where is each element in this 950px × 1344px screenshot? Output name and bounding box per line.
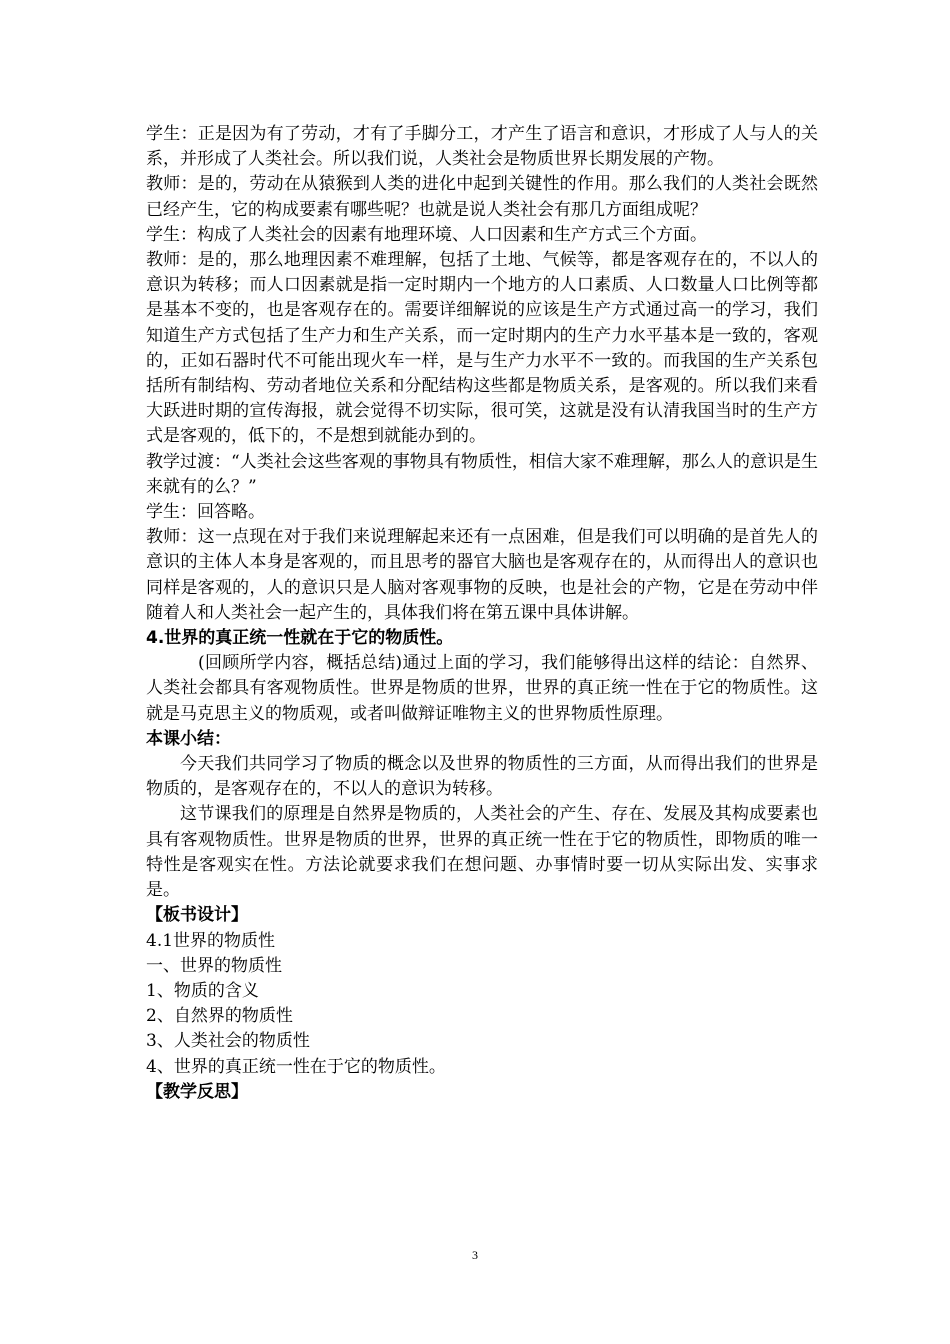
board-line: 1、物质的含义 — [146, 980, 259, 1001]
dialogue-paragraph: 教师：是的，那么地理因素不难理解，包括了土地、气候等，都是客观存在的，不以人的意识为转移；而人口因素就是指一定时期内一个地方的人口素质、人口数量人口比例等都是基本不变的，也是客观存在的。需要详细解说的应该是生产方式通过高一的学习，我们知道生产方式包括了生产力和生产关系，而一定时期内的生产力水平基本是一致的，客观的，正如石器时代不可能出现火车一样，是与生产力水平不一致的。而我国的生产关系包括所有制结构、劳动者地位关系和分配结构这些都是物质关系，是客观的。所以我们来看大跃进时期的宣传海报，就会觉得不切实际，很可笑，这就是没有认清我国当时的生产方式是客观的，低下的，不是想到就能办到的。 — [146, 250, 818, 447]
summary-heading: 本课小结： — [146, 728, 231, 749]
board-line: 一、世界的物质性 — [146, 955, 282, 976]
reflection-heading: 【教学反思】 — [146, 1081, 248, 1102]
dialogue-paragraph: 学生：回答略。 — [146, 502, 265, 523]
dialogue-paragraph: 教师：这一点现在对于我们来说理解起来还有一点困难，但是我们可以明确的是首先人的意识的主体人本身是客观的，而且思考的器官大脑也是客观存在的，从而得出人的意识也同样是客观的，人的意识只是人脑对客观事物的反映，也是社会的产物，它是在劳动中伴随着人和人类社会一起产生的，具体我们将在第五课中具体讲解。 — [146, 527, 818, 623]
board-design-heading: 【板书设计】 — [146, 905, 248, 926]
section-body: (回顾所学内容，概括总结)通过上面的学习，我们能够得出这样的结论：自然界、人类社会都具有客观物质性。世界是物质的世界，世界的真正统一性在于它的物质性。这就是马克思主义的物质观，或者叫做辩证唯物主义的世界物质性原理。 — [146, 653, 818, 724]
page-content — [146, 122, 818, 1105]
dialogue-paragraph: 学生：正是因为有了劳动，才有了手脚分工，才产生了语言和意识，才形成了人与人的关系，并形成了人类社会。所以我们说，人类社会是物质世界长期发展的产物。 — [146, 124, 818, 170]
section-heading: 4.世界的真正统一性就在于它的物质性。 — [146, 628, 454, 649]
summary-paragraph: 今天我们共同学习了物质的概念以及世界的物质性的三方面，从而得出我们的世界是物质的，是客观存在的，不以人的意识为转移。 — [146, 754, 818, 800]
dialogue-paragraph: 教师：是的，劳动在从猿猴到人类的进化中起到关键性的作用。那么我们的人类社会既然已经产生，它的构成要素有哪些呢？也就是说人类社会有那几方面组成呢？ — [146, 174, 818, 220]
dialogue-paragraph: 学生：构成了人类社会的因素有地理环境、人口因素和生产方式三个方面。 — [146, 224, 707, 245]
summary-paragraph: 这节课我们的原理是自然界是物质的，人类社会的产生、存在、发展及其构成要素也具有客观物质性。世界是物质的世界，世界的真正统一性在于它的物质性，即物质的唯一特性是客观实在性。方法论就要求我们在想问题、办事情时要一切从实际出发、实事求是。 — [146, 804, 818, 901]
page-number: 3 — [472, 1248, 478, 1262]
board-line: 4、世界的真正统一性在于它的物质性。 — [146, 1056, 446, 1077]
dialogue-paragraph: 教学过渡：“人类社会这些客观的事物具有物质性，相信大家不难理解，那么人的意识是生来就有的么？” — [146, 451, 818, 497]
board-line: 2、自然界的物质性 — [146, 1006, 293, 1027]
board-line: 4.1世界的物质性 — [146, 930, 276, 951]
board-line: 3、人类社会的物质性 — [146, 1031, 310, 1052]
